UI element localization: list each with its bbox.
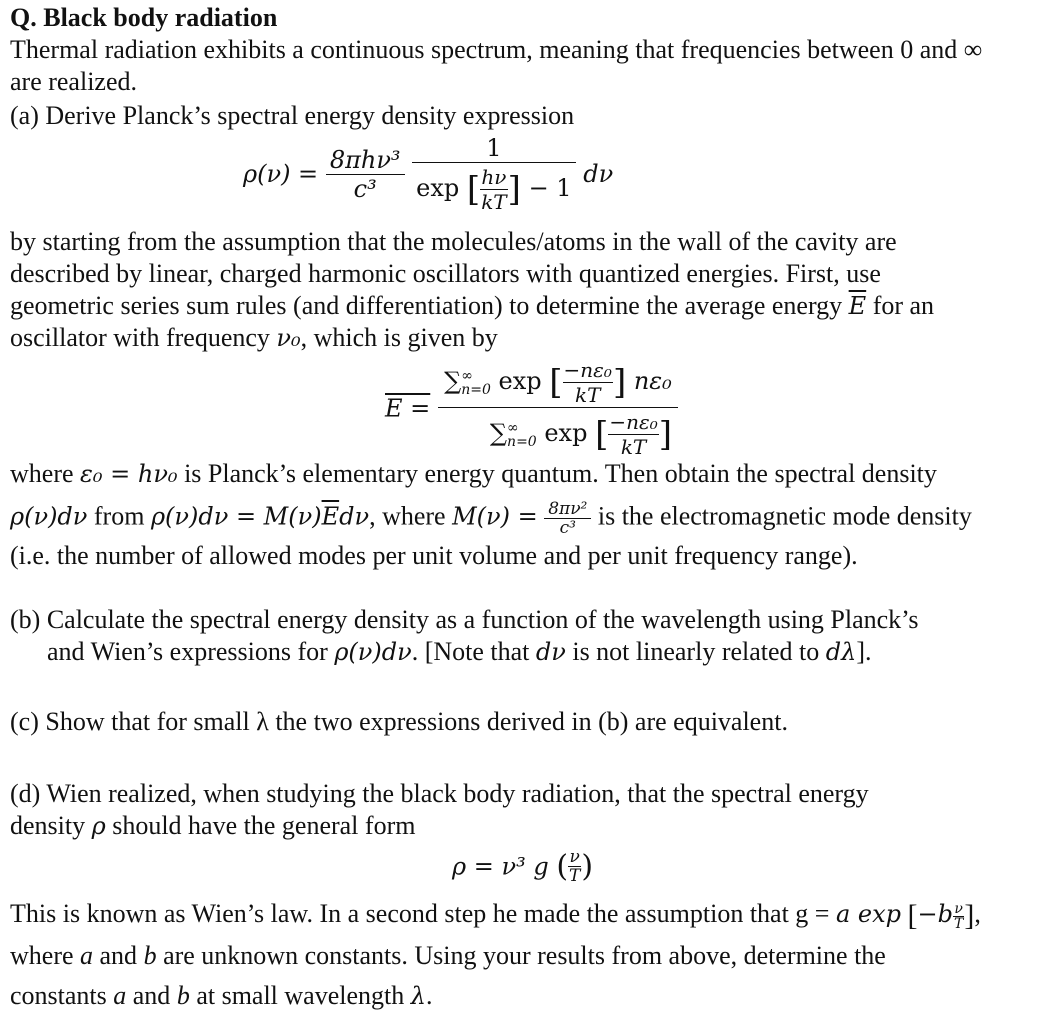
avg-eq-den-arg-num: −nε₀ bbox=[609, 410, 658, 434]
part-a-text-5 bbox=[10, 458, 937, 490]
wavelength-symbol: λ bbox=[410, 982, 426, 1010]
part-b-dlambda: dλ bbox=[825, 638, 857, 666]
planck-eq-frac1-den: c³ bbox=[326, 174, 405, 203]
avg-eq-den-sum: ∑ bbox=[489, 419, 508, 447]
planck-eq-frac2 bbox=[412, 134, 575, 214]
avg-eq-lhs: E = bbox=[385, 394, 431, 423]
part-a-text-7: (i.e. the number of allowed modes per unit volume and per unit frequency range). bbox=[10, 541, 858, 570]
part-d-line-2-pre: density bbox=[10, 811, 86, 840]
part-b-line-1: (b) Calculate the spectral energy density as a function of the wavelength using Planck’s bbox=[10, 605, 919, 634]
wien-assumption-num: ν bbox=[954, 900, 963, 917]
wien-eq-den: T bbox=[569, 866, 581, 886]
part-d-line-4-post: are unknown constants. Using your results from above, determine the bbox=[163, 941, 886, 970]
avg-eq-num-arg-num: −nε₀ bbox=[563, 358, 612, 382]
part-b-line-2-mid: . [Note that bbox=[411, 637, 530, 666]
avg-eq-num-tail: nε₀ bbox=[633, 367, 672, 395]
part-a-text-3 bbox=[10, 290, 934, 322]
avg-eq-numerator: ∑ ∞ n=0 exp [ $\frac{\text{−nε₀}}{kT}$ ] nε₀ bbox=[444, 358, 672, 407]
part-d-line-4 bbox=[10, 940, 886, 972]
planck-eq-frac2-num: 1 bbox=[486, 134, 502, 162]
constant-b-2: b bbox=[176, 981, 190, 1010]
wien-assumption-b: −b bbox=[917, 900, 954, 928]
part-d-line-1: (d) Wien realized, when studying the black body radiation, that the spectral energy bbox=[10, 779, 869, 808]
part-b-line-2-pre: and Wien’s expressions for bbox=[47, 637, 328, 666]
part-d-line-5-post: . bbox=[425, 981, 433, 1010]
planck-eq-frac1 bbox=[326, 146, 405, 203]
part-b-dnu: dν bbox=[535, 638, 566, 666]
part-d-line-4-pre: where bbox=[10, 941, 74, 970]
planck-eq-frac1-num: 8πhν³ bbox=[329, 145, 401, 174]
part-d-rho: ρ bbox=[91, 812, 106, 840]
question-title: Q. Black body radiation bbox=[10, 3, 278, 32]
part-d-line-3-pre: This is known as Wien’s law. In a second step he made the assumption that g = bbox=[10, 899, 830, 928]
constant-b: b bbox=[143, 941, 157, 970]
avg-eq-num-limits: n=0 bbox=[461, 381, 491, 398]
avg-eq-den-exp: exp bbox=[544, 419, 588, 447]
wien-eq-lhs: ρ = ν³ g bbox=[452, 852, 549, 881]
wien-law-equation: ρ = ν³ g ( $\frac{\nu}{T}$ ) bbox=[452, 847, 594, 886]
avg-eq-fraction bbox=[438, 358, 678, 459]
planck-equation bbox=[243, 134, 613, 214]
part-d-line-4-and: and bbox=[99, 941, 138, 970]
mode-density-fraction bbox=[544, 500, 591, 537]
part-d-line-3-post: , bbox=[974, 899, 981, 928]
wien-assumption-fraction bbox=[953, 902, 964, 931]
wien-eq-num: ν bbox=[569, 847, 580, 867]
constant-a: a bbox=[80, 941, 94, 970]
part-d-line-5-pre: constants bbox=[10, 981, 107, 1010]
energy-quantum-expression: ε₀ = hν₀ bbox=[80, 460, 178, 488]
part-a-text-6-post: is the electromagnetic mode density bbox=[597, 501, 972, 531]
avg-eq-den-limits: n=0 bbox=[507, 433, 537, 450]
intro-line-1: Thermal radiation exhibits a continuous spectrum, meaning that frequencies between 0 and ∞ bbox=[10, 35, 983, 64]
part-d-line-5-and: and bbox=[132, 981, 171, 1010]
constant-a-2: a bbox=[113, 981, 127, 1010]
avg-eq-den-inf: ∞ bbox=[507, 419, 519, 436]
planck-eq-lhs: ρ(ν) = bbox=[243, 160, 319, 188]
part-a-text-6-where: , where bbox=[369, 501, 446, 531]
part-b-rho-dnu: ρ(ν)dν bbox=[334, 638, 412, 666]
avg-eq-num-arg-den: kT bbox=[563, 382, 613, 407]
avg-eq-den-arg-den: kT bbox=[608, 434, 658, 459]
wien-assumption-den: T bbox=[954, 915, 964, 932]
part-a-text-2: described by linear, charged harmonic oscillators with quantized energies. First, use bbox=[10, 259, 881, 288]
part-d-line-5 bbox=[10, 980, 432, 1012]
part-b-line-2-mid2: is not linearly related to bbox=[572, 637, 820, 666]
part-a-text-5-pre: where bbox=[10, 459, 74, 488]
planck-eq-frac2-den: exp [ $\frac{h\nu}{kT}$ ] − 1 bbox=[412, 162, 575, 214]
planck-eq-minus-one: − 1 bbox=[528, 174, 572, 202]
part-d-line-2 bbox=[10, 810, 415, 842]
avg-eq-num-sum: ∑ bbox=[444, 367, 462, 395]
mode-relation-energy: $\overline{E}$ bbox=[321, 502, 340, 531]
part-a-text-4-post: , which is given by bbox=[300, 323, 498, 352]
part-a-text-6 bbox=[10, 500, 972, 537]
part-a-text-3-post: for an bbox=[872, 291, 935, 320]
avg-eq-num-inf: ∞ bbox=[461, 367, 473, 384]
planck-eq-dnu: dν bbox=[583, 160, 614, 188]
frequency-symbol: ν₀ bbox=[276, 324, 301, 352]
planck-eq-exp: exp bbox=[416, 174, 460, 202]
part-c-line-1: (c) Show that for small λ the two expressions derived in (b) are equivalent. bbox=[10, 707, 788, 736]
avg-eq-denominator: ∑ ∞ n=0 exp [ $\frac{\text{−nε₀}}{kT}$ ] bbox=[438, 407, 678, 459]
mode-density-lhs: M(ν) = bbox=[452, 502, 538, 531]
mode-relation-dnu: dν bbox=[339, 502, 370, 531]
planck-eq-arg-den: kT bbox=[481, 190, 507, 214]
part-b-line-2 bbox=[47, 636, 872, 668]
planck-eq-arg-num: hν bbox=[481, 165, 507, 189]
mode-relation-lhs: ρ(ν)dν = M(ν) bbox=[150, 502, 322, 531]
wien-eq-fraction bbox=[568, 848, 581, 885]
intro-line-2: are realized. bbox=[10, 67, 138, 96]
avg-eq-num-exp: exp bbox=[498, 367, 542, 395]
mode-density-num: 8πν² bbox=[548, 499, 588, 519]
part-a-text-3-pre: geometric series sum rules (and differentiation) to determine the average energy bbox=[10, 291, 843, 320]
part-a-text-1: by starting from the assumption that the molecules/atoms in the wall of the cavity are bbox=[10, 227, 897, 256]
wien-assumption-a-exp: a exp bbox=[835, 900, 902, 928]
part-a-text-6-from: from bbox=[93, 501, 145, 531]
part-a-heading: (a) Derive Planck’s spectral energy density expression bbox=[10, 101, 575, 130]
average-energy-symbol: $\overline{E}$ bbox=[848, 292, 867, 320]
part-b-line-2-post: ]. bbox=[856, 637, 872, 666]
average-energy-equation bbox=[385, 358, 678, 459]
part-a-text-4 bbox=[10, 322, 498, 354]
part-a-text-5-post: is Planck’s elementary energy quantum. Then obtain the spectral density bbox=[184, 459, 937, 488]
part-d-line-3: This is known as Wien’s law. In a second step he made the assumption that g = a exp [−b $\frac{\nu}{T}$ ], bbox=[10, 899, 981, 933]
mode-density-den: c³ bbox=[544, 518, 591, 537]
spectral-density-symbol: ρ(ν)dν bbox=[10, 502, 88, 531]
part-d-line-5-mid: at small wavelength bbox=[196, 981, 405, 1010]
part-d-line-2-post: should have the general form bbox=[112, 811, 416, 840]
part-a-text-4-pre: oscillator with frequency bbox=[10, 323, 270, 352]
